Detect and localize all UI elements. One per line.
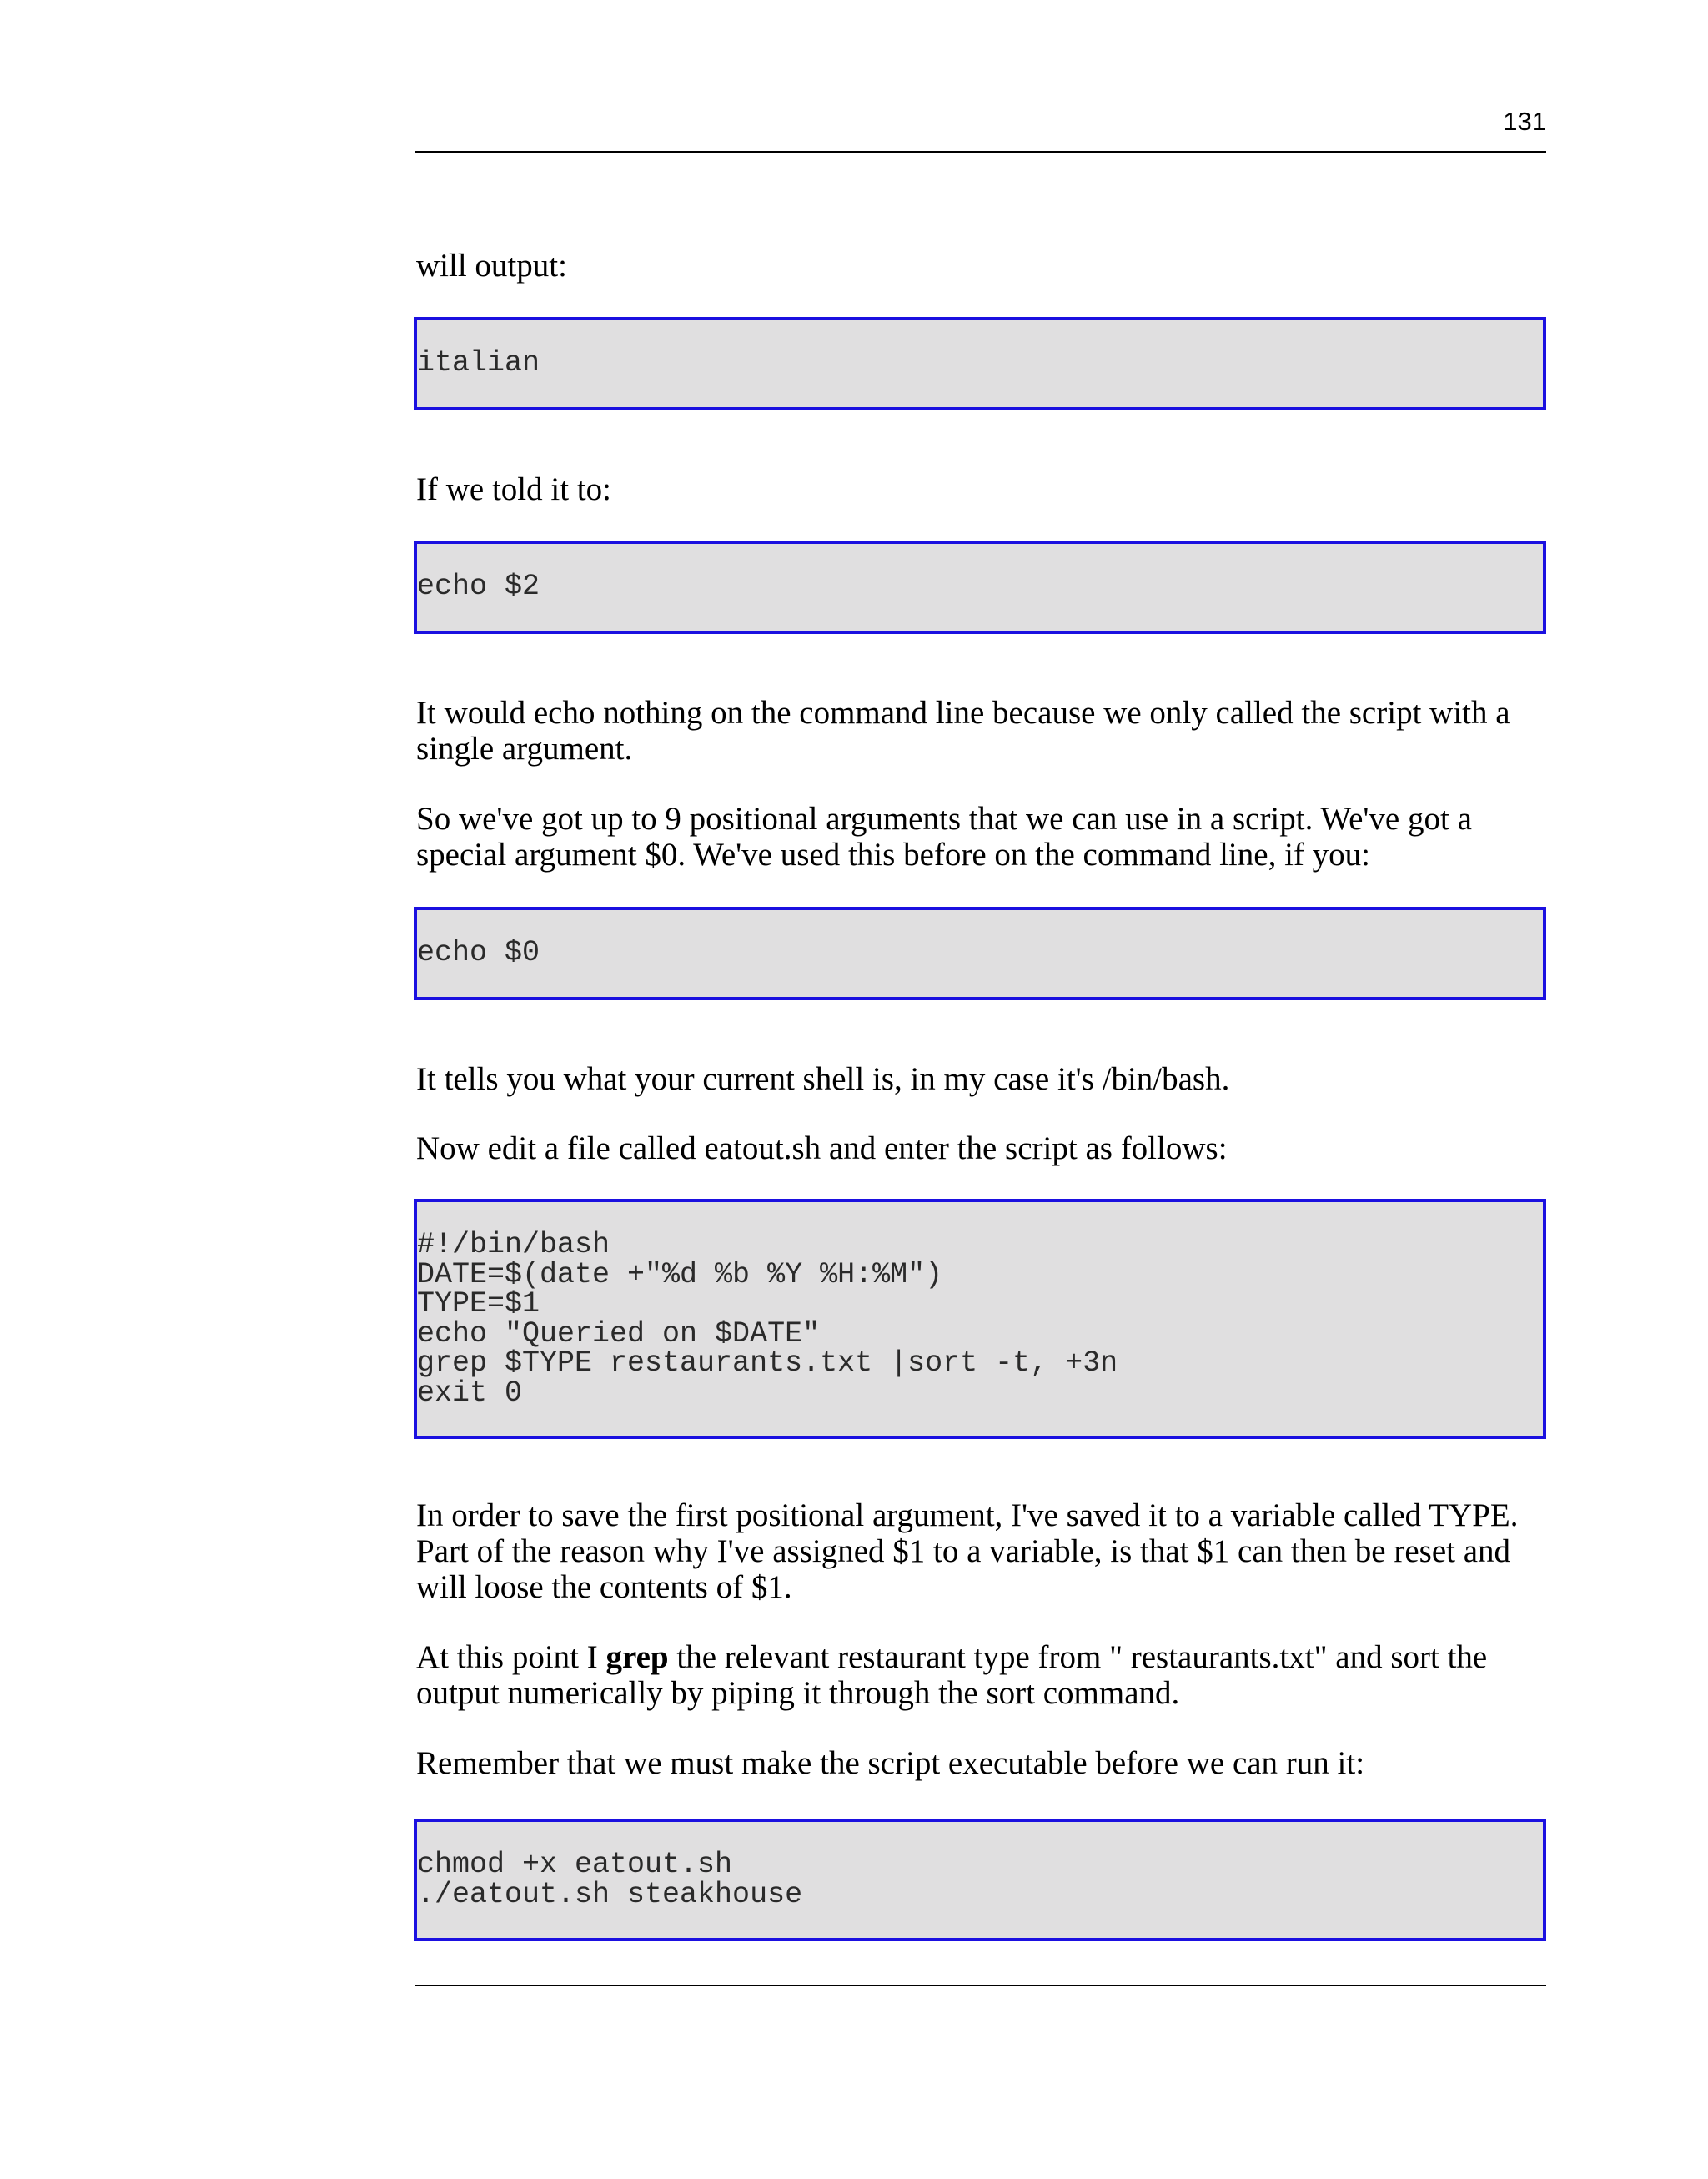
text-line: output numerically by piping it through the sort command. [416,1675,1180,1711]
code-script [417,1202,1543,1408]
code-block-echo-0 [414,907,1546,1000]
text-line: will loose the contents of $1. [416,1569,792,1605]
paragraph-save-argument [416,1497,1550,1605]
code-line: echo $2 [417,570,540,603]
code-line: echo "Queried on $DATE" [417,1316,821,1351]
footer-rule [415,1985,1546,1986]
paragraph-make-executable: Remember that we must make the script executable before we can run it: [416,1745,1365,1781]
code-block-echo-2 [414,541,1546,634]
text-line: special argument $0. We've used this before on the command line, if you: [416,837,1370,873]
code-block-eatout-script [414,1199,1546,1439]
paragraph-edit-file: Now edit a file called eatout.sh and enter the script as follows: [416,1130,1228,1166]
paragraph-current-shell: It tells you what your current shell is, in my case it's /bin/bash. [416,1061,1230,1097]
text-line: So we've got up to 9 positional arguments that we can use in a script. We've got a [416,801,1472,837]
code-line: chmod +x eatout.sh [417,1848,733,1881]
text-line: In order to save the first positional argument, I've saved it to a variable called TYPE. [416,1497,1519,1533]
code-script [417,1822,1543,1910]
code-line: ./eatout.sh steakhouse [417,1877,803,1911]
code-line: grep $TYPE restaurants.txt |sort -t, +3n [417,1346,1118,1380]
header-rule [415,151,1546,153]
text-line: Part of the reason why I've assigned $1 to a variable, is that $1 can then be reset and [416,1533,1511,1569]
code-line: italian [417,346,540,380]
text-line: single argument. [416,731,633,767]
page-number: 131 [1503,107,1546,136]
code-line: DATE=$(date +"%d %b %Y %H:%M") [417,1257,943,1291]
code-block-output [414,317,1546,410]
text-line [416,1639,1550,1675]
paragraph-echo-nothing [416,695,1550,767]
paragraph-grep-sort [416,1639,1550,1711]
code-line: #!/bin/bash [417,1228,610,1261]
text-line: It would echo nothing on the command line because we only called the script with a [416,695,1510,731]
bold-term-grep: grep [605,1639,669,1675]
code-line: exit 0 [417,1376,523,1410]
paragraph-will-output: will output: [416,248,567,284]
paragraph-positional-arguments [416,801,1550,873]
code-line: echo $0 [417,936,540,969]
text-segment: At this point I [416,1639,606,1675]
code-block-chmod-run [414,1819,1546,1941]
text-segment: the relevant restaurant type from " restaurants.txt" and sort the [668,1639,1488,1675]
code-line: TYPE=$1 [417,1287,540,1321]
paragraph-if-we-told: If we told it to: [416,471,611,507]
